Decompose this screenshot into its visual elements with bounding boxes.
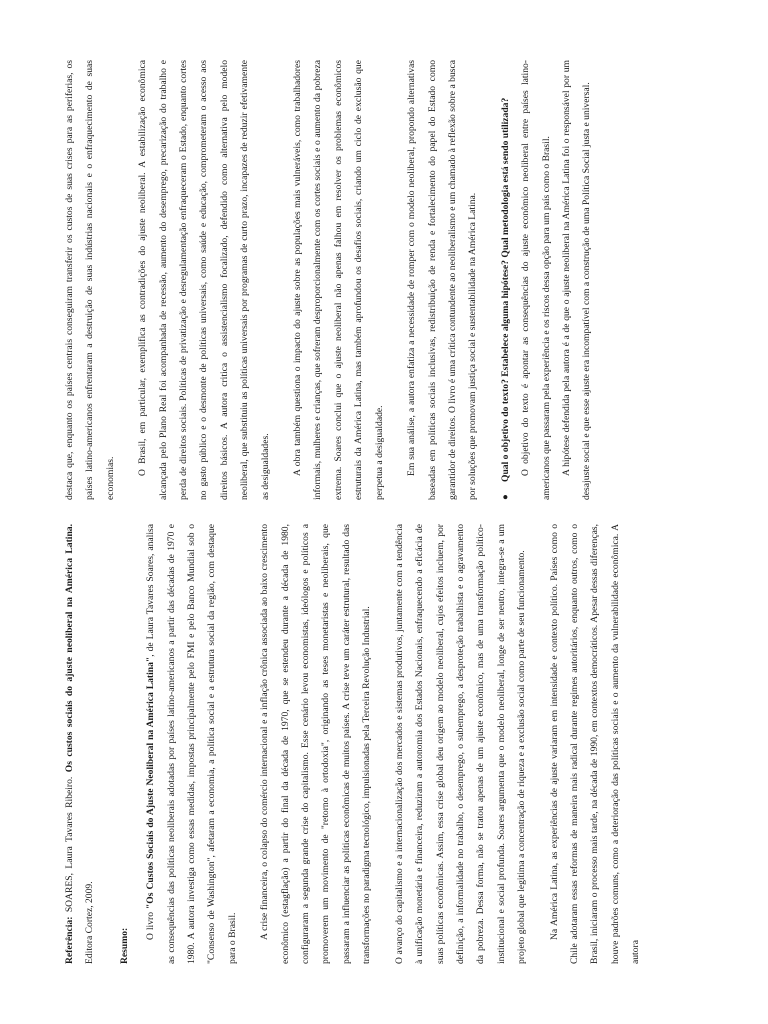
paragraph-hypothesis: A hipótese defendida pela autora é a de que o ajuste neoliberal na América Latina foi o responsável por um desajuste social e que esse ajuste era incompatível com a construção de uma Política Social justa e universal. xyxy=(560,60,593,500)
question-text: Qual o objetivo do texto? Estabelece alguma hipótese? Qual metodologia está sendo utilizada? xyxy=(499,97,511,482)
paragraph-brazil: O Brasil, em particular, exemplifica as contradições do ajuste neoliberal. A estabilização econômica alcançada pelo Plano Real foi acompanhada de recessão, aumento do desemprego, precarização do trabalho e perda de direitos sociais. Políticas de privatização e desregulamentação enfraqueceram o Estado, enquanto cortes no gasto público e o desmonte de políticas universais, como saúde e educação, comprometeram o acesso aos direitos básicos. A autora critica o assistencialismo focalizado, defendido como alternativa pelo modelo neoliberal, que substituiu as políticas universais por programas de curto prazo, incapazes de reduzir efetivamente as desigualdades. xyxy=(137,60,271,500)
reference-title: Os custos sociais do ajuste neoliberal na América Latina. xyxy=(64,524,75,773)
bullet-icon: ● xyxy=(499,494,511,500)
paragraph-capitalism: O avanço do capitalismo e a internacionalização dos mercados e sistemas produtivos, juntamente com a tendência à unificação monetária e financeira, reduziram a autonomia dos Estados Nacionais, enfraquecendo a eficácia de suas políticas econômicas. Assim, essa crise global deu origem ao modelo neoliberal, cujos efeitos incluem, por definição, a informalidade no trabalho, o desemprego, o subemprego, a desproteção trabalhista e o agravamento da pobreza. Dessa forma, não se tratou apenas de um ajuste econômico, mas de uma transformação político-institucional e social profunda. Soares argumenta que o modelo neoliberal, longe de ser neutro, integra-se a um projeto global que legitima a concentração de riqueza e a exclusão social como parte de seu funcionamento. xyxy=(393,524,528,964)
resumo-heading: Resumo: xyxy=(118,927,130,964)
paragraph-latin-america: Na América Latina, as experiências de ajuste variaram em intensidade e contexto político. Países como o Chile adotaram essas reformas de maneira mais radical durante regimes autoritários, enquanto outros, como o Brasil, iniciaram o processo mais tarde, na década de 1990, em contextos democráticos. Apesar dessas diferenças, houve padrões comuns, como a deterioração das políticas sociais e o aumento da vulnerabilidade econômica. A autora xyxy=(548,524,642,964)
question-bullet-item xyxy=(496,60,516,500)
reference-author: SOARES, Laura Tavares Ribeiro. xyxy=(64,772,75,917)
reference-paragraph xyxy=(60,524,101,964)
reference-label: Referência: xyxy=(64,916,75,964)
reference-publisher: Editora Cortez, 2009. xyxy=(84,881,96,964)
paragraph-continuation: destaca que, enquanto os países centrais conseguiram transferir os custos de suas crises para as periferias, os países latino-americanos enfrentaram a destruição de suas indústrias nacionais e o enfraquecimento de suas economias. xyxy=(64,60,116,500)
intro-text-rest: , de Laura Tavares Soares, analisa as consequências das políticas neoliberais adotadas por países latino-americanos a partir das décadas de 1970 e 1980. A autora investiga como essas medidas, impostas principalmente pelo FMI e pelo Banco Mundial sob o "Consenso de Washington", afetaram a economia, a política social e a estrutura social da região, com destaque para o Brasil. xyxy=(145,524,238,964)
paragraph-objective: O objetivo do texto é apontar as consequências do ajuste econômico neoliberal entre países latino-americanos que passaram pela experiência e os riscos dessa opção para um país como o Brasil. xyxy=(520,60,552,500)
right-column xyxy=(60,60,598,500)
book-title-quote: "Os Custos Sociais do Ajuste Neoliberal na América Latina" xyxy=(145,656,157,910)
paragraph-crisis: A crise financeira, o colapso do comércio internacional e a inflação crônica associada ao baixo crescimento econômico (estagflação) a partir do final da década de 1970, que se estendeu durante a década de 1980, configuraram a segunda grande crise do capitalismo. Esse cenário levou economistas, ideólogos e políticos a promoverem um movimento de "retorno à ortodoxia", originando as teses monetaristas e neoliberais, que passaram a influenciar as políticas econômicas de muitos países. A crise teve um caráter estrutural, resultado das transformações no paradigma tecnológico, impulsionadas pela Terceira Revolução Industrial. xyxy=(259,524,373,964)
intro-text-start: O livro xyxy=(145,909,157,940)
paragraph-intro xyxy=(141,524,243,964)
left-column xyxy=(60,524,647,964)
paragraph-vulnerable: A obra também questiona o impacto do ajuste sobre as populações mais vulneráveis, como trabalhadores informais, mulheres e crianças, que sofreram desproporcionalmente com os cortes sociais e o aumento da pobreza extrema. Soares conclui que o ajuste neoliberal não apenas falhou em resolver os problemas econômicos estruturais da América Latina, mas também aprofundou os desafios sociais, criando um ciclo de exclusão que perpetua a desigualdade. xyxy=(292,60,385,500)
paragraph-analysis: Em sua análise, a autora enfatiza a necessidade de romper com o modelo neoliberal, propondo alternativas baseadas em políticas sociais inclusivas, redistribuição de renda e fortalecimento do papel do Estado como garantidor de direitos. O livro é uma crítica contundente ao neoliberalismo e um chamado à reflexão sobre a busca por soluções que promovam justiça social e sustentabilidade na América Latina. xyxy=(406,60,479,500)
